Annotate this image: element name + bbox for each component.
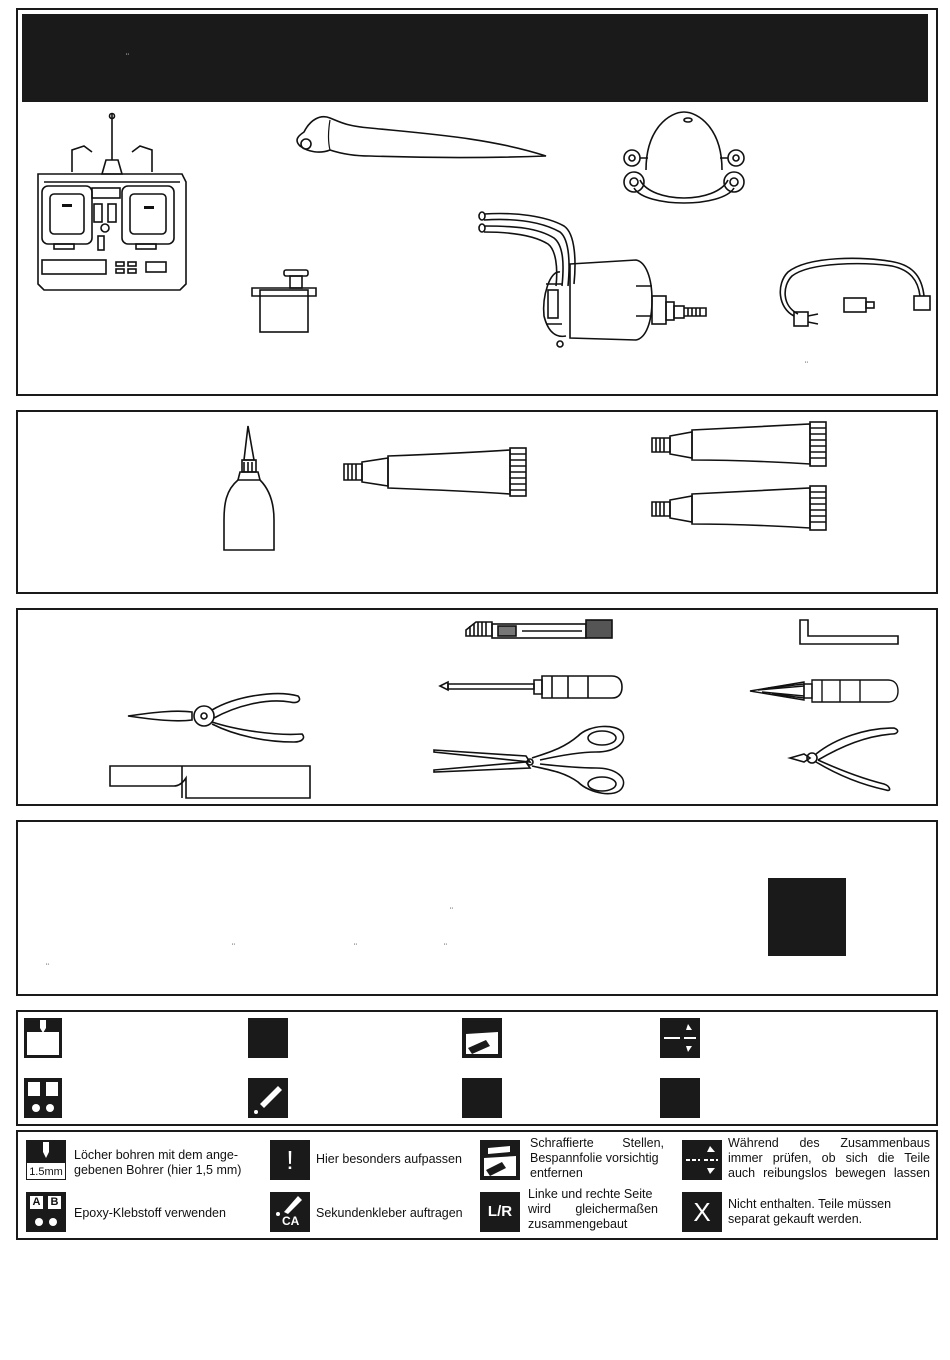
epoxy-tube-b-illustration	[648, 482, 832, 534]
hobby-knife-illustration	[462, 616, 618, 642]
needle-nose-pliers-illustration	[126, 688, 310, 746]
legend-lr-icon: L/R	[480, 1192, 520, 1232]
scissors-illustration	[430, 722, 626, 800]
components-title-bar	[22, 14, 928, 102]
legend-attention-text: Hier besonders aufpassen	[316, 1152, 462, 1166]
legend-drill-icon	[26, 1140, 66, 1180]
info-black-square	[768, 878, 846, 956]
reamer-tool-illustration	[748, 676, 902, 706]
legend-epoxy-icon: A B	[26, 1192, 66, 1232]
legend-drill-size: 1.5mm	[26, 1162, 66, 1180]
info-mark-2: ¨	[232, 942, 236, 952]
legend-not-included-icon: X	[682, 1192, 722, 1232]
not-included-icon	[660, 1078, 700, 1118]
epoxy-tube-single-illustration	[340, 444, 532, 500]
legend-lr-text: Linke und rechte Seite wird gleichermaßen zusammengebaut	[528, 1187, 658, 1231]
info-mark-4: ¨	[444, 942, 448, 952]
drill-icon	[24, 1018, 62, 1058]
legend-ca-text: Sekundenkleber auftragen	[316, 1206, 463, 1220]
info-mark-1: ¨	[450, 906, 454, 916]
movement-check-icon	[660, 1018, 700, 1058]
ca-glue-icon	[248, 1078, 288, 1118]
cable-illustration	[774, 254, 936, 338]
side-cutter-illustration	[786, 724, 902, 794]
servo-illustration	[246, 268, 318, 336]
legend-attention-icon: !	[270, 1140, 310, 1180]
epoxy-tube-a-illustration	[648, 418, 832, 470]
motor-illustration	[476, 204, 716, 354]
hatched-cover-icon	[462, 1018, 502, 1058]
legend-not-included-text: Nicht enthalten. Teile müssen separat gekauft werden.	[728, 1197, 892, 1226]
propeller-illustration	[290, 112, 552, 164]
legend-ca-icon: CA	[270, 1192, 310, 1232]
transmitter-illustration	[32, 112, 192, 294]
legend-hatched-icon	[480, 1140, 520, 1180]
epoxy-icon	[24, 1078, 62, 1118]
legend-movement-text: Während des Zusammenbaus immer prüfen, ob sich die Teile auch reibungslos bewegen lassen	[728, 1136, 930, 1180]
legend-movement-icon	[682, 1140, 722, 1180]
legend-hatched-text: Schraffierte Stellen, Bespannfolie vorsichtig entfernen	[530, 1136, 664, 1180]
exclamation-icon	[248, 1018, 288, 1058]
legend-drill-text: Löcher bohren mit dem ange- gebenen Bohrer (hier 1,5 mm)	[74, 1148, 242, 1177]
legend-epoxy-text: Epoxy-Klebstoff verwenden	[74, 1206, 226, 1220]
screwdriver-phillips-illustration	[438, 672, 624, 702]
cable-umlaut-mark: ¨	[805, 360, 809, 370]
left-right-icon	[462, 1078, 502, 1118]
spinner-illustration	[606, 108, 762, 218]
title-umlaut-mark: ¨	[126, 52, 130, 62]
hex-key-illustration	[796, 616, 904, 650]
info-mark-5: ¨	[46, 962, 50, 972]
info-mark-3: ¨	[354, 942, 358, 952]
ca-glue-bottle-illustration	[218, 424, 280, 554]
straight-edge-ruler-illustration	[106, 764, 314, 800]
